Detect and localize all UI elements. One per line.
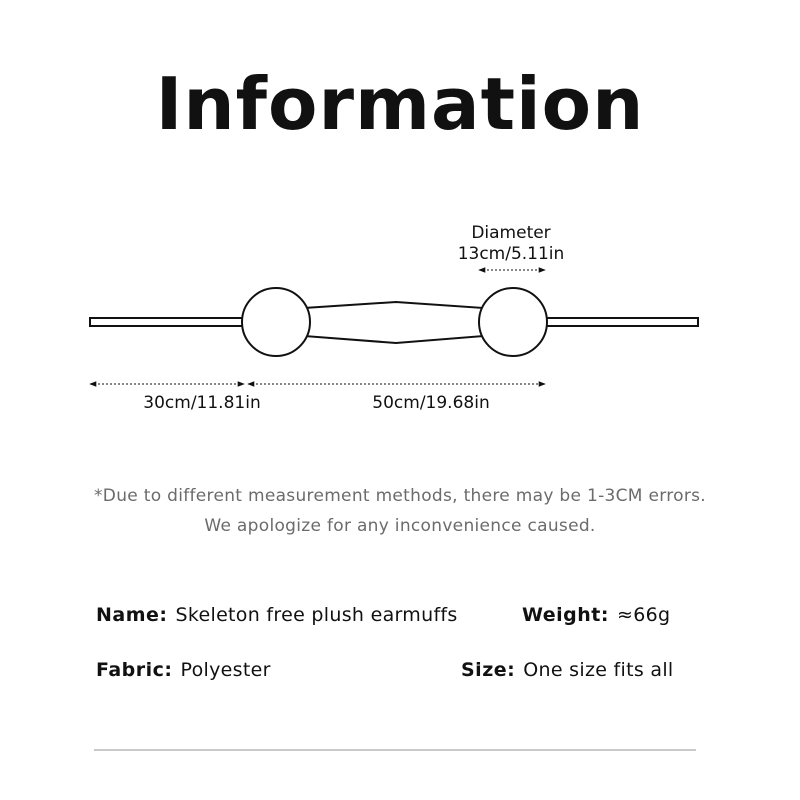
right-ear-cup [479,288,547,356]
right-strap [544,318,698,326]
spec-size [461,657,674,683]
spec-size-value: One size fits all [523,659,674,681]
diameter-label: Diameter [471,223,551,243]
spec-name [96,602,458,628]
left-ear-cup [242,288,310,356]
spec-name-label: Name: [96,604,168,626]
spec-fabric-value: Polyester [180,659,271,681]
left-strap [90,318,246,326]
spec-fabric-label: Fabric: [96,659,173,681]
spec-weight-value: ≈66g [617,604,671,626]
measurement-note-2: We apologize for any inconvenience caused. [204,516,596,536]
page-title: Information [155,62,645,146]
spec-fabric [96,657,271,683]
spec-name-value: Skeleton free plush earmuffs [175,604,458,626]
spec-weight-label: Weight: [522,604,609,626]
diameter-value: 13cm/5.11in [457,244,565,264]
center-length-label: 50cm/19.68in [372,393,490,413]
left-length-label: 30cm/11.81in [143,393,261,413]
spec-size-label: Size: [461,659,516,681]
bottom-divider [94,749,696,751]
center-band [304,302,484,343]
measurement-note-1: *Due to different measurement methods, there may be 1-3CM errors. [94,486,706,506]
spec-weight [522,602,670,628]
